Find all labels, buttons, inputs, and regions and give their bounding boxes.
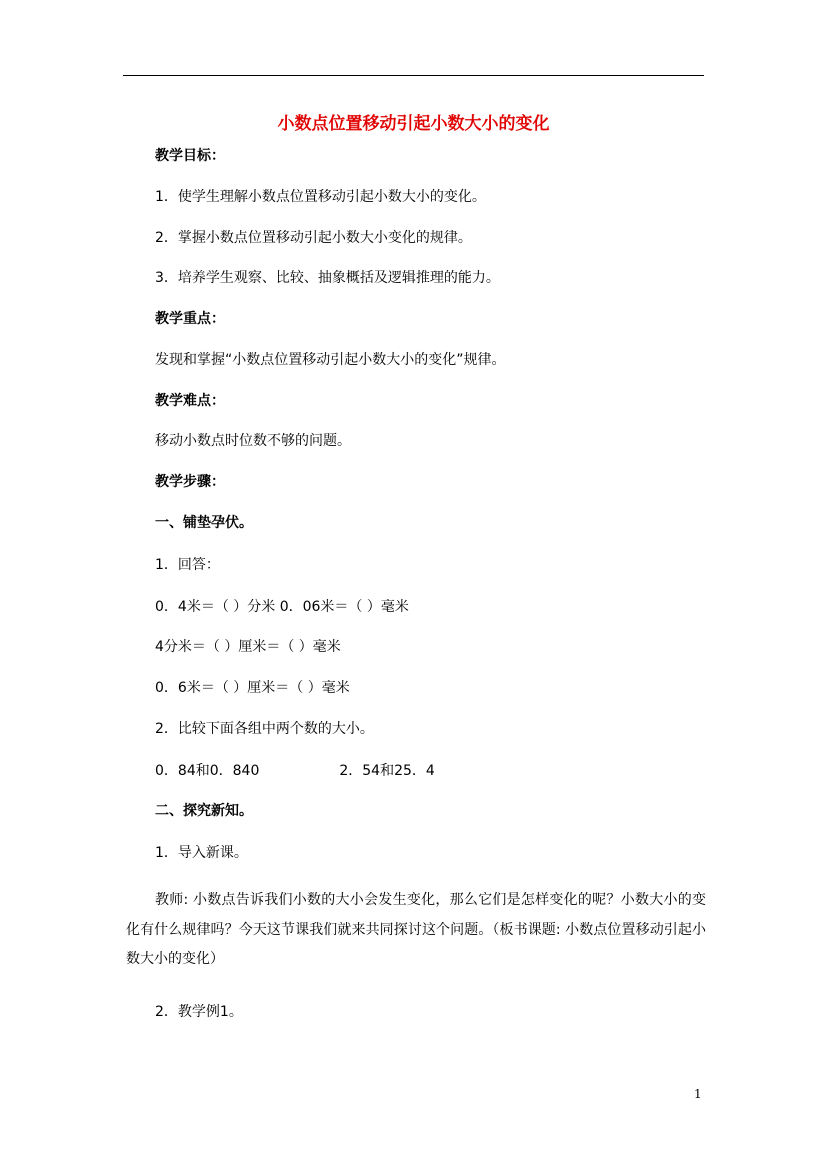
goal-item-1: 1．使学生理解小数点位置移动引起小数大小的变化。 [155, 189, 486, 205]
question-2-pairs [155, 761, 435, 781]
document-title: 小数点位置移动引起小数大小的变化 [277, 114, 550, 134]
question-1-line-1: 0．4米＝（ ）分米 0．06米＝（ ）毫米 [155, 599, 409, 615]
number-pair-a: 0．84和0．840 [155, 763, 260, 779]
section-heading-1: 一、铺垫孕伏。 [155, 515, 253, 531]
header-rule [123, 75, 704, 76]
goal-item-2: 2．掌握小数点位置移动引起小数大小变化的规律。 [155, 230, 472, 246]
question-1-line-2: 4分米＝（ ）厘米＝（ ）毫米 [155, 639, 341, 655]
goal-item-3: 3．培养学生观察、比较、抽象概括及逻辑推理的能力。 [155, 270, 500, 286]
question-1: 1．回答： [155, 557, 220, 573]
number-pair-b: 2．54和25．4 [339, 763, 435, 779]
question-2: 2．比较下面各组中两个数的大小。 [155, 721, 374, 737]
key-points-text: 发现和掌握“小数点位置移动引起小数大小的变化”规律。 [155, 352, 506, 368]
difficulty-heading: 教学难点： [155, 393, 225, 409]
teacher-paragraph: 教师: 小数点告诉我们小数的大小会发生变化，那么它们是怎样变化的呢？小数大小的变化有什么规律吗？今天这节课我们就来共同探讨这个问题。（板书课题: 小数点位置移动引起小数大小的变化） [126, 892, 706, 967]
key-points-heading: 教学重点： [155, 311, 225, 327]
goals-heading: 教学目标： [155, 148, 225, 164]
difficulty-text: 移动小数点时位数不够的问题。 [155, 433, 351, 449]
page-number: 1 [694, 1087, 702, 1101]
steps-heading: 教学步骤： [155, 474, 225, 490]
section-heading-2: 二、探究新知。 [155, 803, 253, 819]
step-1: 1．导入新课。 [155, 845, 248, 861]
question-1-line-3: 0．6米＝（ ）厘米＝（ ）毫米 [155, 680, 350, 696]
step-2: 2．教学例1。 [155, 1004, 243, 1020]
